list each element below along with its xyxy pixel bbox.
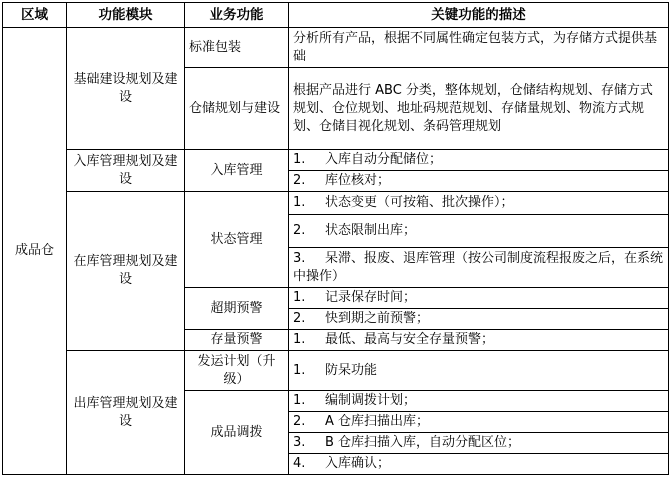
function-cell: 成品调拨	[185, 391, 289, 475]
module-cell: 在库管理规划及建设	[67, 192, 185, 351]
table-row	[3, 351, 669, 391]
item-number: 2.	[293, 311, 306, 326]
module-cell: 基础建设规划及建设	[67, 28, 185, 150]
description-cell: 分析所有产品，根据不同属性确定包装方式，为存储方式提供基础	[289, 28, 669, 68]
item-number: 1.	[293, 393, 306, 408]
description-cell	[289, 330, 669, 351]
function-table	[2, 2, 669, 475]
header-row	[3, 3, 669, 28]
item-number: 1.	[293, 332, 306, 347]
description-cell	[289, 171, 669, 192]
item-text: 呆滞、报废、退库管理（按公司制度流程报废之后，在系统中操作）	[293, 250, 664, 284]
item-number: 1.	[293, 290, 306, 305]
function-cell: 入库管理	[185, 150, 289, 192]
table-row	[3, 150, 669, 171]
item-text: 最低、最高与安全存量预警；	[325, 332, 495, 347]
item-text: 库位核对；	[325, 173, 391, 188]
item-text: 入库自动分配储位；	[325, 152, 443, 167]
function-cell: 标准包装	[185, 28, 289, 68]
description-cell	[289, 288, 669, 309]
description-cell	[289, 248, 669, 288]
description-cell	[289, 150, 669, 171]
description-cell	[289, 215, 669, 248]
item-text: A 仓库扫描出库；	[325, 414, 430, 429]
item-text: B 仓库扫描入库，自动分配区位；	[325, 435, 521, 450]
area-cell: 成品仓	[3, 28, 67, 475]
item-text: 防呆功能	[325, 362, 378, 378]
item-text: 编制调拨计划；	[325, 393, 417, 408]
description-cell	[289, 351, 669, 391]
item-number: 2.	[293, 223, 306, 238]
description-cell	[289, 192, 669, 215]
description-cell	[289, 454, 669, 475]
header-description: 关键功能的描述	[289, 3, 669, 28]
item-number: 2.	[293, 414, 306, 429]
header-module: 功能模块	[67, 3, 185, 28]
description-cell	[289, 309, 669, 330]
description-cell: 根据产品进行 ABC 分类，整体规划，仓储结构规划、存储方式规划、仓位规划、地址码规范规划、存储量规划、物流方式规划、仓储目视化规划、条码管理规划	[289, 68, 669, 150]
item-text: 记录保存时间；	[325, 290, 417, 305]
item-text: 入库确认；	[325, 456, 391, 471]
item-number: 3.	[293, 435, 306, 450]
module-cell: 入库管理规划及建设	[67, 150, 185, 192]
item-number: 2.	[293, 173, 306, 188]
item-number: 1.	[293, 195, 306, 210]
description-cell	[289, 391, 669, 412]
table-row	[3, 192, 669, 215]
description-cell	[289, 412, 669, 433]
header-function: 业务功能	[185, 3, 289, 28]
function-cell: 超期预警	[185, 288, 289, 330]
item-text: 快到期之前预警；	[325, 311, 430, 326]
function-cell: 仓储规划与建设	[185, 68, 289, 150]
item-number: 1.	[293, 362, 306, 378]
table-row	[3, 28, 669, 68]
description-cell	[289, 433, 669, 454]
item-text: 状态限制出库；	[325, 223, 417, 238]
function-cell: 发运计划（升级）	[185, 351, 289, 391]
item-number: 3.	[293, 250, 306, 266]
item-number: 4.	[293, 456, 306, 471]
function-cell: 状态管理	[185, 192, 289, 288]
item-number: 1.	[293, 152, 306, 167]
header-area: 区域	[3, 3, 67, 28]
function-cell: 存量预警	[185, 330, 289, 351]
item-text: 状态变更（可按箱、批次操作）；	[325, 195, 514, 210]
module-cell: 出库管理规划及建设	[67, 351, 185, 475]
